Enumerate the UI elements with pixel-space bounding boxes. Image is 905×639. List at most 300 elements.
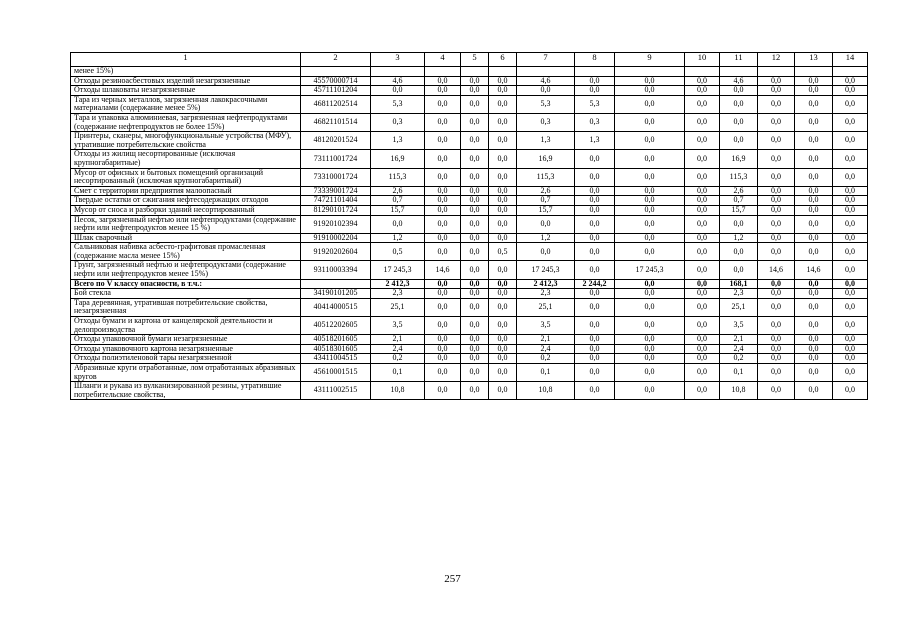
table-row [71, 67, 868, 77]
value-cell: 0,0 [685, 261, 720, 279]
value-cell: 0,0 [685, 364, 720, 382]
waste-table [70, 52, 868, 400]
column-header: 10 [685, 53, 720, 67]
value-cell: 1,2 [720, 233, 758, 243]
value-cell: 0,0 [489, 132, 517, 150]
value-cell: 0,0 [575, 205, 615, 215]
value-cell: 0,0 [461, 382, 489, 400]
value-cell: 0,0 [461, 196, 489, 206]
fkko-code-cell: 73310001724 [301, 168, 371, 186]
value-cell: 2,4 [720, 344, 758, 354]
fkko-code-cell: 40518301605 [301, 344, 371, 354]
value-cell: 0,0 [461, 317, 489, 335]
fkko-code-cell: 45711101204 [301, 86, 371, 96]
value-cell: 0,0 [795, 215, 833, 233]
value-cell: 0,0 [833, 298, 868, 316]
value-cell: 0,0 [758, 335, 795, 345]
waste-name-cell: Отходы упаковочной бумаги незагрязненные [71, 335, 301, 345]
table-row [71, 205, 868, 215]
value-cell: 0,0 [425, 335, 461, 345]
value-cell: 0,0 [795, 168, 833, 186]
value-cell: 0,0 [575, 196, 615, 206]
value-cell: 0,0 [575, 335, 615, 345]
value-cell: 0,0 [489, 354, 517, 364]
value-cell: 3,5 [517, 317, 575, 335]
value-cell: 0,0 [425, 382, 461, 400]
value-cell: 0,0 [833, 317, 868, 335]
value-cell: 0,0 [489, 335, 517, 345]
waste-name-cell: Тара деревянная, утратившая потребительские свойства, незагрязненная [71, 298, 301, 316]
table-row [71, 261, 868, 279]
value-cell: 0,0 [615, 76, 685, 86]
value-cell: 0,0 [575, 354, 615, 364]
value-cell: 0,0 [575, 168, 615, 186]
value-cell: 2 412,3 [517, 279, 575, 289]
value-cell: 0,0 [795, 243, 833, 261]
fkko-code-cell: 91910002204 [301, 233, 371, 243]
value-cell: 0,0 [833, 382, 868, 400]
value-cell: 0,0 [575, 261, 615, 279]
table-row [71, 196, 868, 206]
value-cell: 0,0 [685, 335, 720, 345]
value-cell: 0,0 [720, 261, 758, 279]
value-cell: 0,0 [489, 168, 517, 186]
value-cell: 0,0 [461, 76, 489, 86]
value-cell: 0,0 [833, 76, 868, 86]
waste-name-cell: менее 15%) [71, 67, 301, 77]
value-cell [615, 67, 685, 77]
column-header: 5 [461, 53, 489, 67]
value-cell: 0,1 [371, 364, 425, 382]
value-cell: 0,0 [833, 150, 868, 168]
fkko-code-cell: 45570000714 [301, 76, 371, 86]
value-cell: 115,3 [720, 168, 758, 186]
value-cell: 0,0 [795, 196, 833, 206]
value-cell: 0,0 [425, 354, 461, 364]
value-cell: 2,3 [517, 289, 575, 299]
value-cell: 0,0 [685, 86, 720, 96]
value-cell: 17 245,3 [371, 261, 425, 279]
table-row [71, 113, 868, 131]
column-header: 12 [758, 53, 795, 67]
value-cell: 0,0 [720, 215, 758, 233]
value-cell: 0,0 [461, 261, 489, 279]
value-cell: 15,7 [371, 205, 425, 215]
value-cell: 0,0 [461, 205, 489, 215]
table-row [71, 233, 868, 243]
value-cell: 0,0 [795, 298, 833, 316]
value-cell: 0,0 [489, 86, 517, 96]
value-cell: 0,7 [371, 196, 425, 206]
value-cell: 0,0 [615, 382, 685, 400]
value-cell: 0,0 [758, 150, 795, 168]
waste-name-cell: Грунт, загрязненный нефтью и нефтепродуктами (содержание нефти или нефтепродуктов менее 15%) [71, 261, 301, 279]
value-cell: 0,0 [833, 186, 868, 196]
value-cell: 3,5 [371, 317, 425, 335]
value-cell: 0,0 [685, 76, 720, 86]
value-cell: 168,1 [720, 279, 758, 289]
value-cell: 0,0 [833, 233, 868, 243]
value-cell [461, 67, 489, 77]
value-cell: 0,0 [615, 233, 685, 243]
fkko-code-cell: 91920202604 [301, 243, 371, 261]
value-cell: 0,0 [461, 132, 489, 150]
value-cell: 1,3 [575, 132, 615, 150]
value-cell: 1,3 [371, 132, 425, 150]
value-cell: 0,2 [517, 354, 575, 364]
column-header: 7 [517, 53, 575, 67]
waste-name-cell: Шланги и рукава из вулканизированной резины, утратившие потребительские свойства, [71, 382, 301, 400]
fkko-code-cell [301, 67, 371, 77]
value-cell: 0,0 [833, 354, 868, 364]
value-cell: 0,0 [833, 344, 868, 354]
value-cell: 0,0 [685, 233, 720, 243]
value-cell: 0,0 [615, 150, 685, 168]
value-cell: 0,0 [615, 364, 685, 382]
value-cell: 0,0 [489, 289, 517, 299]
value-cell: 0,0 [685, 289, 720, 299]
value-cell: 0,0 [615, 196, 685, 206]
value-cell: 0,0 [615, 344, 685, 354]
value-cell: 5,3 [517, 95, 575, 113]
value-cell: 0,0 [685, 168, 720, 186]
value-cell: 0,0 [685, 186, 720, 196]
value-cell: 0,0 [833, 364, 868, 382]
value-cell: 4,6 [371, 76, 425, 86]
value-cell: 0,0 [489, 233, 517, 243]
value-cell: 2,6 [371, 186, 425, 196]
value-cell: 115,3 [371, 168, 425, 186]
value-cell: 0,0 [795, 344, 833, 354]
value-cell: 0,0 [833, 261, 868, 279]
column-header: 14 [833, 53, 868, 67]
value-cell: 0,0 [517, 243, 575, 261]
value-cell: 0,0 [758, 279, 795, 289]
value-cell: 0,0 [758, 86, 795, 96]
value-cell: 0,5 [489, 243, 517, 261]
waste-name-cell: Мусор от офисных и бытовых помещений организаций несортированный (исключая крупногабаритный) [71, 168, 301, 186]
value-cell: 0,0 [461, 279, 489, 289]
value-cell: 0,1 [720, 364, 758, 382]
table-row [71, 382, 868, 400]
fkko-code-cell [301, 279, 371, 289]
fkko-code-cell: 43111002515 [301, 382, 371, 400]
value-cell: 0,0 [833, 168, 868, 186]
value-cell: 25,1 [720, 298, 758, 316]
value-cell: 0,0 [795, 186, 833, 196]
value-cell: 0,0 [758, 205, 795, 215]
table-row [71, 317, 868, 335]
value-cell: 0,0 [575, 317, 615, 335]
fkko-code-cell: 45610001515 [301, 364, 371, 382]
table-header-row [71, 53, 868, 67]
fkko-code-cell: 74721101404 [301, 196, 371, 206]
value-cell: 0,0 [685, 215, 720, 233]
value-cell: 0,0 [795, 233, 833, 243]
table-row [71, 298, 868, 316]
waste-name-cell: Тара и упаковка алюминиевая, загрязненная нефтепродуктами (содержание нефтепродуктов не более 15%) [71, 113, 301, 131]
fkko-code-cell: 93110003394 [301, 261, 371, 279]
value-cell: 0,0 [795, 279, 833, 289]
table-row [71, 76, 868, 86]
value-cell: 0,0 [685, 344, 720, 354]
waste-name-cell: Смет с территории предприятия малоопасный [71, 186, 301, 196]
value-cell: 0,0 [461, 233, 489, 243]
table-row [71, 354, 868, 364]
table-row [71, 150, 868, 168]
fkko-code-cell: 40414000515 [301, 298, 371, 316]
value-cell [685, 67, 720, 77]
value-cell: 0,0 [461, 113, 489, 131]
value-cell [575, 67, 615, 77]
value-cell: 0,0 [795, 113, 833, 131]
value-cell: 15,7 [720, 205, 758, 215]
value-cell: 0,0 [758, 186, 795, 196]
value-cell: 0,0 [758, 215, 795, 233]
value-cell: 0,0 [758, 289, 795, 299]
value-cell: 5,3 [575, 95, 615, 113]
fkko-code-cell: 43411004515 [301, 354, 371, 364]
value-cell: 14,6 [795, 261, 833, 279]
value-cell: 0,0 [833, 196, 868, 206]
waste-name-cell: Принтеры, сканеры, многофункциональные устройства (МФУ), утратившие потребительские свойства [71, 132, 301, 150]
waste-name-cell: Отходы упаковочного картона незагрязненные [71, 344, 301, 354]
value-cell: 0,0 [685, 95, 720, 113]
value-cell: 0,0 [425, 215, 461, 233]
value-cell: 0,0 [461, 298, 489, 316]
value-cell: 0,0 [833, 289, 868, 299]
waste-name-cell: Отходы резиноасбестовых изделий незагрязненные [71, 76, 301, 86]
value-cell: 0,0 [615, 86, 685, 96]
value-cell: 0,0 [615, 317, 685, 335]
value-cell: 0,0 [461, 289, 489, 299]
value-cell: 0,0 [461, 215, 489, 233]
value-cell: 2,4 [371, 344, 425, 354]
value-cell: 0,0 [489, 95, 517, 113]
value-cell: 0,0 [425, 298, 461, 316]
waste-name-cell: Твердые остатки от сжигания нефтесодержащих отходов [71, 196, 301, 206]
waste-name-cell: Шлак сварочный [71, 233, 301, 243]
value-cell: 0,0 [425, 317, 461, 335]
page-number: 257 [444, 573, 461, 585]
value-cell: 0,0 [720, 95, 758, 113]
column-header: 6 [489, 53, 517, 67]
value-cell: 0,0 [461, 243, 489, 261]
value-cell: 0,0 [517, 86, 575, 96]
waste-name-cell: Бой стекла [71, 289, 301, 299]
value-cell: 0,0 [575, 243, 615, 261]
value-cell: 1,3 [517, 132, 575, 150]
value-cell: 0,0 [489, 113, 517, 131]
value-cell: 0,0 [461, 364, 489, 382]
value-cell: 1,2 [371, 233, 425, 243]
waste-name-cell: Отходы шлаковаты незагрязненные [71, 86, 301, 96]
value-cell: 2,3 [371, 289, 425, 299]
value-cell: 0,0 [685, 196, 720, 206]
value-cell: 0,0 [489, 196, 517, 206]
value-cell: 2,3 [720, 289, 758, 299]
value-cell: 0,0 [461, 344, 489, 354]
value-cell: 2 412,3 [371, 279, 425, 289]
value-cell: 0,0 [615, 354, 685, 364]
value-cell: 0,0 [461, 95, 489, 113]
waste-name-cell: Сальниковая набивка асбесто-графитовая промасленная (содержание масла менее 15%) [71, 243, 301, 261]
waste-name-cell: Тара из черных металлов, загрязненная лакокрасочными материалами (содержание менее 5%) [71, 95, 301, 113]
value-cell: 0,0 [425, 168, 461, 186]
value-cell: 0,0 [371, 215, 425, 233]
value-cell: 0,0 [425, 289, 461, 299]
value-cell: 14,6 [758, 261, 795, 279]
fkko-code-cell: 46811202514 [301, 95, 371, 113]
value-cell: 0,0 [685, 279, 720, 289]
table-row [71, 364, 868, 382]
value-cell: 0,0 [758, 196, 795, 206]
waste-name-cell: Песок, загрязненный нефтью или нефтепродуктами (содержание нефти или нефтепродуктов менее 15 %) [71, 215, 301, 233]
value-cell: 0,3 [517, 113, 575, 131]
value-cell: 0,2 [720, 354, 758, 364]
value-cell: 0,0 [758, 76, 795, 86]
table-row [71, 344, 868, 354]
value-cell: 0,0 [795, 382, 833, 400]
value-cell: 0,0 [795, 132, 833, 150]
table-row [71, 86, 868, 96]
table-row [71, 95, 868, 113]
value-cell: 0,0 [758, 132, 795, 150]
value-cell [795, 67, 833, 77]
value-cell: 0,0 [489, 215, 517, 233]
fkko-code-cell: 34190101205 [301, 289, 371, 299]
value-cell [833, 67, 868, 77]
fkko-code-cell: 91920102394 [301, 215, 371, 233]
value-cell: 0,0 [489, 344, 517, 354]
value-cell: 0,0 [795, 364, 833, 382]
value-cell: 2,1 [720, 335, 758, 345]
value-cell: 0,0 [615, 95, 685, 113]
value-cell: 0,7 [720, 196, 758, 206]
value-cell: 25,1 [371, 298, 425, 316]
value-cell: 0,0 [575, 86, 615, 96]
value-cell [720, 67, 758, 77]
column-header: 13 [795, 53, 833, 67]
value-cell: 0,0 [575, 215, 615, 233]
column-header: 9 [615, 53, 685, 67]
value-cell: 0,0 [758, 243, 795, 261]
value-cell: 0,0 [615, 113, 685, 131]
value-cell: 0,0 [575, 233, 615, 243]
value-cell: 2 244,2 [575, 279, 615, 289]
value-cell: 0,0 [758, 317, 795, 335]
value-cell: 0,0 [425, 95, 461, 113]
table-row [71, 215, 868, 233]
value-cell: 0,0 [795, 354, 833, 364]
value-cell: 0,0 [795, 205, 833, 215]
fkko-code-cell: 81290101724 [301, 205, 371, 215]
value-cell: 0,0 [489, 317, 517, 335]
value-cell: 0,0 [461, 168, 489, 186]
value-cell: 14,6 [425, 261, 461, 279]
value-cell: 0,0 [615, 289, 685, 299]
value-cell: 0,1 [517, 364, 575, 382]
value-cell: 0,0 [833, 205, 868, 215]
value-cell: 0,0 [517, 215, 575, 233]
value-cell: 0,0 [758, 382, 795, 400]
value-cell: 0,3 [371, 113, 425, 131]
value-cell: 0,0 [371, 86, 425, 96]
value-cell: 0,0 [489, 364, 517, 382]
value-cell: 0,0 [758, 95, 795, 113]
value-cell: 0,0 [461, 354, 489, 364]
waste-name-cell: Отходы из жилищ несортированные (исключая крупногабаритные) [71, 150, 301, 168]
value-cell: 0,0 [833, 215, 868, 233]
value-cell: 0,0 [833, 279, 868, 289]
value-cell: 0,0 [615, 298, 685, 316]
value-cell: 16,9 [517, 150, 575, 168]
fkko-code-cell: 48120201524 [301, 132, 371, 150]
table-row [71, 132, 868, 150]
table-row [71, 168, 868, 186]
value-cell: 0,5 [371, 243, 425, 261]
value-cell: 0,0 [489, 279, 517, 289]
value-cell [371, 67, 425, 77]
value-cell: 0,0 [575, 289, 615, 299]
waste-name-cell: Мусор от сноса и разборки зданий несортированный [71, 205, 301, 215]
value-cell: 4,6 [720, 76, 758, 86]
value-cell: 0,0 [461, 86, 489, 96]
value-cell: 0,0 [795, 95, 833, 113]
value-cell: 0,0 [720, 243, 758, 261]
value-cell: 0,0 [461, 186, 489, 196]
value-cell: 0,0 [833, 95, 868, 113]
column-header: 1 [71, 53, 301, 67]
value-cell: 0,0 [685, 113, 720, 131]
value-cell: 0,0 [575, 76, 615, 86]
value-cell: 0,0 [575, 364, 615, 382]
value-cell: 2,1 [517, 335, 575, 345]
value-cell: 0,0 [685, 132, 720, 150]
value-cell: 0,0 [615, 335, 685, 345]
fkko-code-cell: 40518201605 [301, 335, 371, 345]
table-row [71, 243, 868, 261]
value-cell: 16,9 [371, 150, 425, 168]
value-cell: 0,0 [795, 317, 833, 335]
value-cell: 0,0 [615, 215, 685, 233]
column-header: 11 [720, 53, 758, 67]
value-cell: 0,0 [685, 205, 720, 215]
value-cell: 25,1 [517, 298, 575, 316]
value-cell: 0,0 [615, 168, 685, 186]
table-row [71, 335, 868, 345]
column-header: 2 [301, 53, 371, 67]
value-cell: 0,0 [425, 186, 461, 196]
table-total-row [71, 279, 868, 289]
value-cell: 0,0 [425, 233, 461, 243]
value-cell: 10,8 [517, 382, 575, 400]
value-cell: 15,7 [517, 205, 575, 215]
value-cell [517, 67, 575, 77]
value-cell: 0,0 [758, 364, 795, 382]
value-cell: 16,9 [720, 150, 758, 168]
value-cell: 0,7 [517, 196, 575, 206]
value-cell: 0,0 [720, 113, 758, 131]
value-cell: 0,0 [425, 364, 461, 382]
value-cell: 17 245,3 [517, 261, 575, 279]
value-cell: 3,5 [720, 317, 758, 335]
value-cell: 0,0 [575, 150, 615, 168]
value-cell: 0,0 [575, 382, 615, 400]
value-cell: 0,0 [489, 205, 517, 215]
value-cell [425, 67, 461, 77]
value-cell: 0,0 [425, 243, 461, 261]
